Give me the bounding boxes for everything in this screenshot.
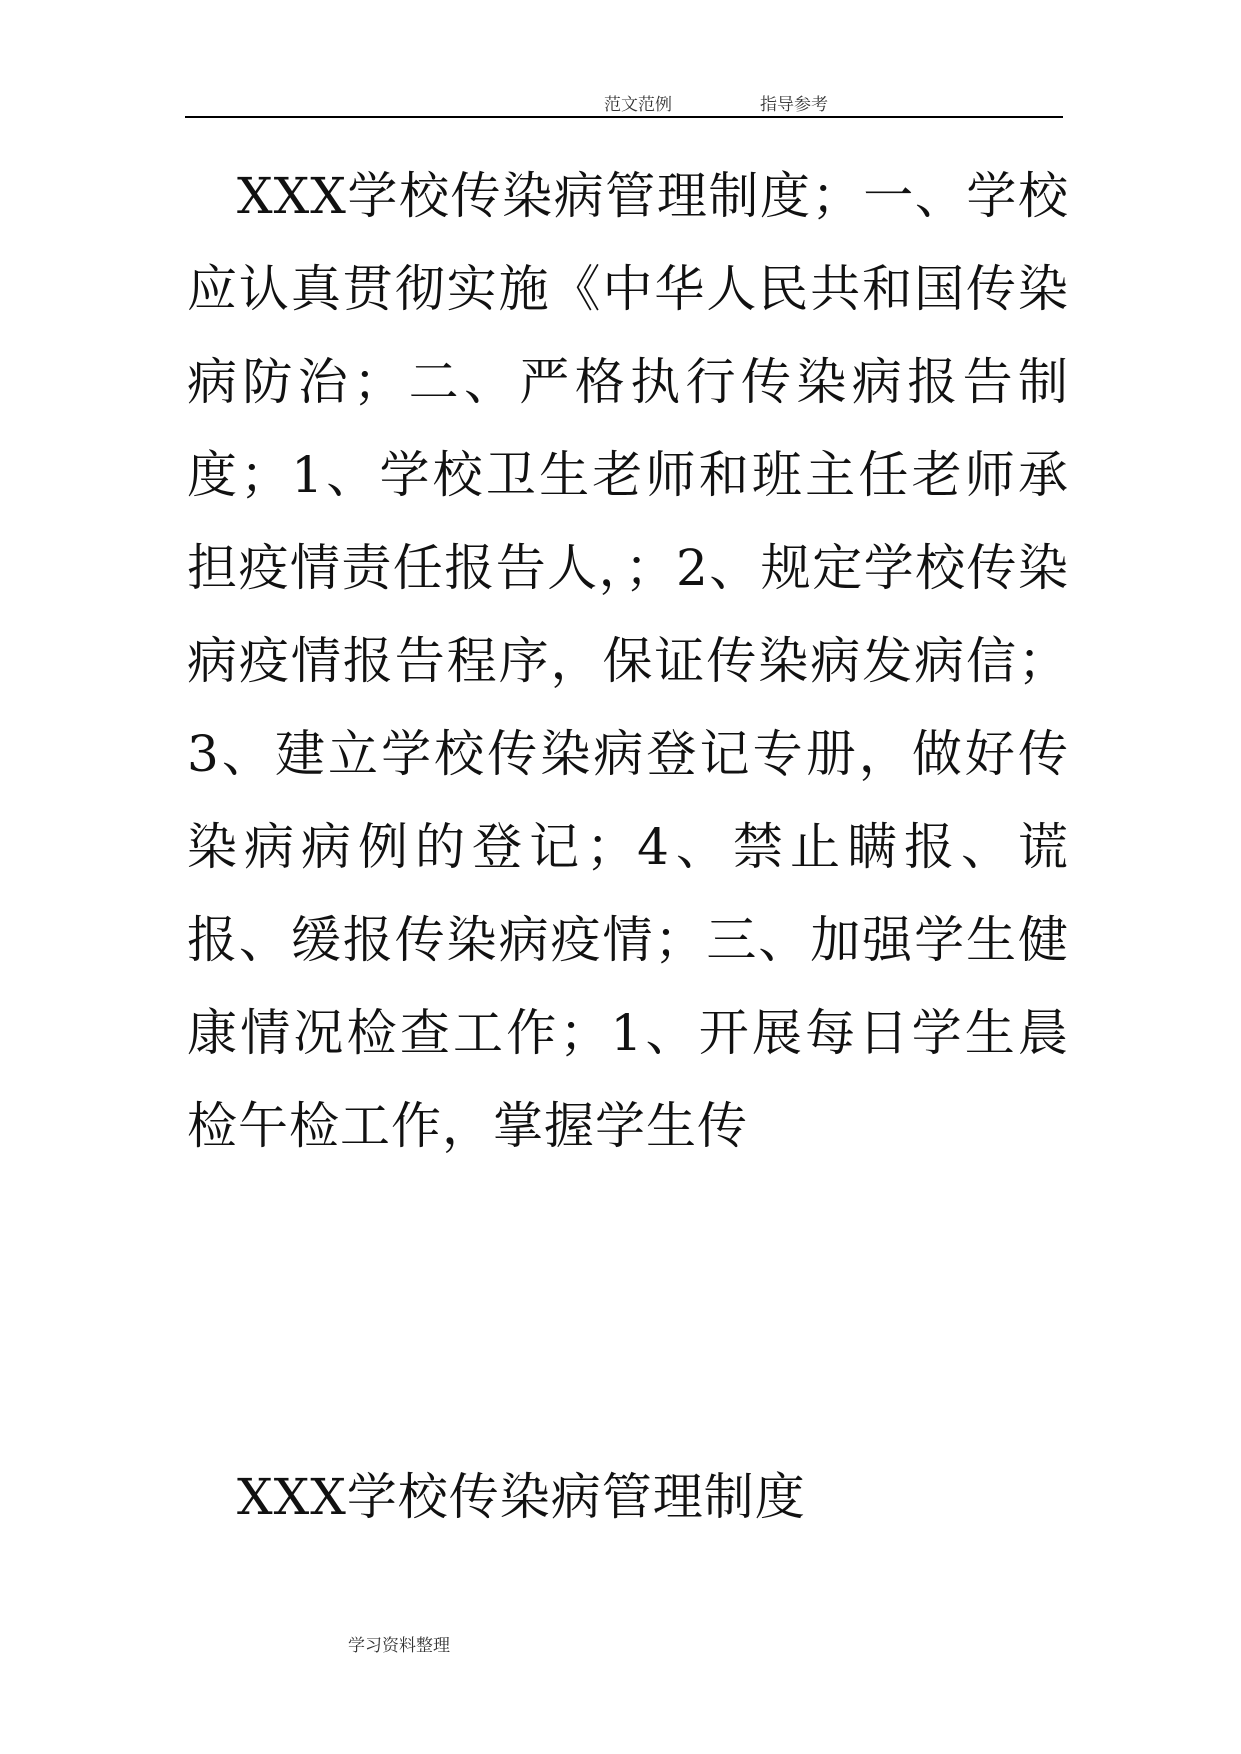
page-header: [185, 84, 1063, 118]
header-left-text: 范文范例: [604, 95, 672, 115]
page-footer: 学习资料整理: [348, 1636, 450, 1656]
document-title: XXX学校传染病管理制度: [237, 1468, 806, 1526]
header-right-text: 指导参考: [760, 95, 828, 115]
body-paragraph: XXX学校传染病管理制度；一、学校应认真贯彻实施《中华人民共和国传染病防治；二、严格执行传染病报告制度；1、学校卫生老师和班主任老师承担疫情责任报告人，；2、规定学校传染病疫情报告程序，保证传染病发病信；3、建立学校传染病登记专册，做好传染病病例的登记；4、禁止瞒报、谎报、缓报传染病疫情；三、加强学生健康情况检查工作；1、开展每日学生晨检午检工作，掌握学生传: [187, 167, 1069, 1155]
